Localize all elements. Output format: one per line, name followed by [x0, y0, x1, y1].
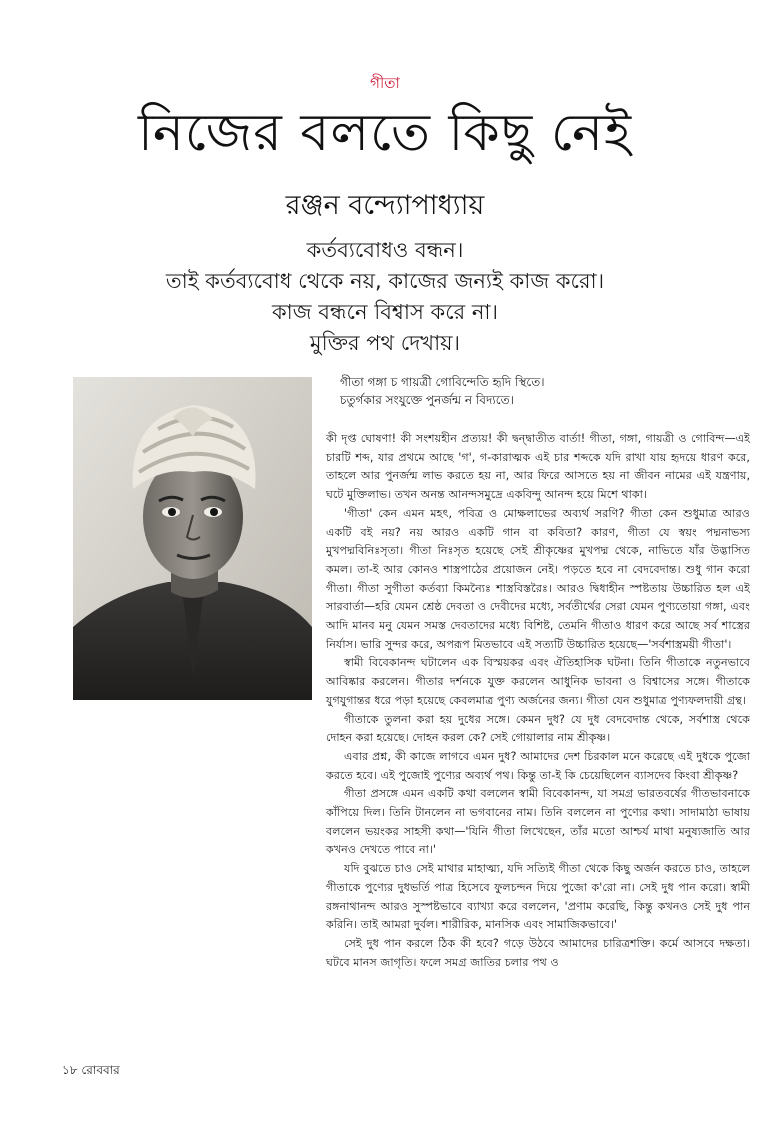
author-byline: রঞ্জন বন্দ্যোপাধ্যায় [285, 190, 485, 221]
body-paragraph: সেই দুধ পান করলে ঠিক কী হবে? গড়ে উঠবে আমাদের চারিত্রশক্তি। কর্মে আসবে দক্ষতা। ঘটবে মানস জাগৃতি। ফলে সমগ্র জাতির চলার পথ ও [326, 936, 750, 969]
pull-quote-line: তাই কর্তব্যবোধ থেকে নয়, কাজের জন্যই কাজ করো। [165, 269, 605, 293]
body-paragraph: কী দৃপ্ত ঘোষণা! কী সংশয়হীন প্রত্যয়! কী দ্বন্দ্বাতীত বার্তা! গীতা, গঙ্গা, গায়ত্রী ও গোবিন্দ—এই চারটি শব্দ, যার প্রথমে আছে 'গ', গ-কারাত্মক এই চার শব্দকে যদি রাখা যায় হৃদয়ে ধারণ করে, তাহলে আর পুনর্জন্ম লাভ করতে হয় না, আর ফিরে আসতে হয় না জীবন নামের এই যন্ত্রণায়, ঘটে মুক্তিলাভ। তখন অনন্ত আনন্দসমুদ্রে একবিন্দু আনন্দ হয়ে মিশে থাকা। [326, 432, 750, 502]
body-paragraph: 'গীতা' কেন এমন মহৎ, পবিত্র ও মোক্ষলাভের অব্যর্থ সরণি? গীতা কেন শুধুমাত্র আরও একটি বই নয়? নয় আরও একটি গান বা কবিতা? কারণ, গীতা যে স্বয়ং পদ্মনাভস্য মুখপদ্মবিনিঃসৃতা। গীতা নিঃসৃত হয়েছে সেই শ্রীকৃষ্ণের মুখপদ্ম থেকে, নাভিতে যাঁর উদ্ভাসিত কমল। তা-ই আর কোনও শাস্ত্রপাঠের প্রয়োজন নেই। পড়তে হবে না বেদবেদান্ত। শুধু গান করো গীতা। গীতা সুগীতা কর্তব্যা কিমন্যৈঃ শাস্ত্রবিস্তরৈঃ। আরও দ্বিধাহীন স্পষ্টতায় উচ্চারিত হল এই সারবার্তা—হরি যেমন শ্রেষ্ঠ দেবতা ও দেবীদের মধ্যে, সর্বতীর্থের সেরা যেমন পুণ্যতোয়া গঙ্গা, এবং আদি মানব মনু যেমন সমস্ত দেবতাদের মধ্যে বিশিষ্ট, তেমনি গীতাও ধারণ করে আছে সর্ব শাস্ত্রের নির্যাস। ভারি সুন্দর করে, অপরূপ মিতভাবে এই সত্যটি উচ্চারিত হয়েছে—'সর্বশাস্ত্রময়ী গীতা'। [326, 506, 750, 651]
pull-quote-line: কর্তব্যবোধও বন্ধন। [306, 238, 464, 262]
body-paragraph: এবার প্রশ্ন, কী কাজে লাগবে এমন দুধ? আমাদের দেশ চিরকাল মনে করেছে এই দুধকে পুজো করতে হবে। এই পুজোই পুণ্যের অব্যর্থ পথ। কিন্তু তা-ই কি চেয়েছিলেন ব্যাসদেব কিংবা শ্রীকৃষ্ণ? [326, 749, 750, 782]
page-folio: ১৮ রোববার [62, 1063, 120, 1077]
body-paragraph: স্বামী বিবেকানন্দ ঘটালেন এক বিস্ময়কর এবং ঐতিহাসিক ঘটনা। তিনি গীতাকে নতুনভাবে আবিষ্কার করলেন। গীতার দর্শনকে যুক্ত করলেন আধুনিক ভাবনা ও বিশ্বাসের সঙ্গে। গীতাকে যুগযুগান্তর ধরে পড়া হয়েছে কেবলমাত্র পুণ্য অর্জনের জন্য। গীতা যেন শুধুমাত্র পুণ্যফলদায়ী গ্রন্থ। [326, 656, 750, 707]
article-body [326, 430, 750, 972]
pull-quote-line: কাজ বন্ধনে বিশ্বাস করে না। [271, 300, 499, 324]
portrait-photo [73, 377, 312, 700]
body-paragraph: গীতা প্রসঙ্গে এমন একটি কথা বললেন স্বামী বিবেকানন্দ, যা সমগ্র ভারতবর্ষের গীতভাবনাকে কাঁপিয়ে দিল। তিনি টানলেন না ভগবানের নাম। তিনি বললেন না পুণ্যের কথা। সাদামাঠা ভাষায় বললেন ভয়ংকর সাহসী কথা—'যিনি গীতা লিখেছেন, তাঁর মতো আশ্চর্য মাথা মনুষ্যজাতি আর কখনও দেখতে পাবে না।' [326, 787, 750, 857]
portrait-illustration [73, 377, 312, 700]
body-paragraph: যদি বুঝতে চাও সেই মাথার মাহাত্ম্য, যদি সত্যিই গীতা থেকে কিছু অর্জন করতে চাও, তাহলে গীতাকে পুণ্যের দুধভর্তি পাত্র হিসেবে ফুলচন্দন দিয়ে পুজো ক'রো না। সেই দুধ পান করো। স্বামী রঙ্গনাথানন্দ আরও সুস্পষ্টভাবে ব্যাখ্যা করে বললেন, 'প্রণাম করেছি, কিন্তু কখনও সেই দুধ পান করিনি। তাই আমরা দুর্বল। শারীরিক, মানসিক এবং সামাজিকভাবে।' [326, 862, 750, 932]
article-headline: নিজের বলতে কিছু নেই [137, 103, 633, 163]
verse-line: গীতা গঙ্গা চ গায়ত্রী গোবিন্দেতি হৃদি স্থিতে। [340, 375, 545, 389]
pull-quote-line: মুক্তির পথ দেখায়। [309, 331, 461, 355]
verse-line: চতুর্গকার সংযুক্তে পুনর্জন্ম ন বিদ্যতে। [340, 393, 514, 407]
body-paragraph: গীতাকে তুলনা করা হয় দুধের সঙ্গে। কেমন দুধ? যে দুধ বেদবেদান্ত থেকে, সর্বশাস্ত্র থেকে দোহন করা হয়েছে। দোহন করল কে? সেই গোয়ালার নাম শ্রীকৃষ্ণ। [326, 712, 750, 745]
section-label: গীতা [370, 74, 400, 92]
pull-quote [0, 235, 770, 359]
sanskrit-verse [340, 373, 750, 409]
